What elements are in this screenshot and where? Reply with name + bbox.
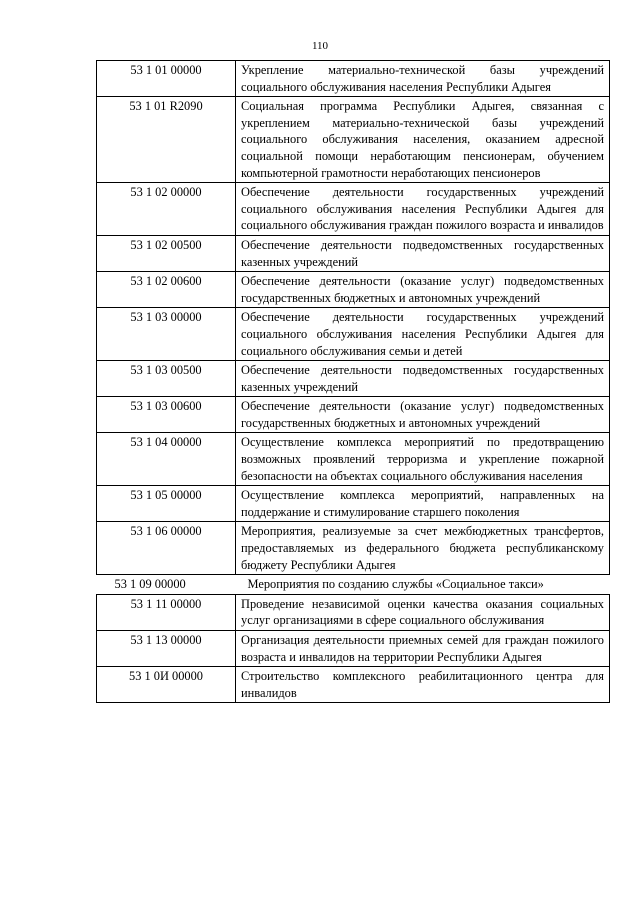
budget-codes-table: [96, 60, 610, 703]
row-description: Строительство комплексного реабилитационного центра для инвалидов: [236, 667, 610, 703]
row-description: Обеспечение деятельности (оказание услуг) подведомственных государственных бюджетных и автономных учреждений: [236, 272, 610, 308]
row-description: Осуществление комплекса мероприятий по предотвращению возможных проявлений терроризма и укрепление пожарной безопасности на объектах социального обслуживания населения: [236, 433, 610, 486]
table-row: [97, 61, 610, 97]
row-description: Мероприятия по созданию службы «Социальное такси»: [236, 575, 610, 595]
row-description: Обеспечение деятельности подведомственных государственных казенных учреждений: [236, 361, 610, 397]
row-code: 53 1 04 00000: [97, 433, 236, 486]
table-row: [97, 575, 610, 595]
page-number: 110: [311, 40, 329, 52]
table-row: [97, 361, 610, 397]
row-code: 53 1 03 00500: [97, 361, 236, 397]
row-description: Проведение независимой оценки качества оказания социальных услуг организациями в сфере социального обслуживания: [236, 594, 610, 630]
row-code: 53 1 0И 00000: [97, 667, 236, 703]
row-description: Укрепление материально-технической базы учреждений социального обслуживания населения Республики Адыгея: [236, 61, 610, 97]
row-description: Обеспечение деятельности подведомственных государственных казенных учреждений: [236, 235, 610, 271]
table-row: [97, 522, 610, 575]
table-row: [97, 433, 610, 486]
table-body: [97, 61, 610, 703]
row-code: 53 1 03 00000: [97, 308, 236, 361]
table-row: [97, 272, 610, 308]
table-row: [97, 667, 610, 703]
row-description: Обеспечение деятельности (оказание услуг) подведомственных государственных бюджетных и автономных учреждений: [236, 397, 610, 433]
row-code: 53 1 09 00000: [97, 575, 236, 595]
table-row: [97, 235, 610, 271]
row-code: 53 1 06 00000: [97, 522, 236, 575]
row-code: 53 1 05 00000: [97, 486, 236, 522]
row-description: Обеспечение деятельности государственных учреждений социального обслуживания населения Республики Адыгея для социального обслуживания семьи и детей: [236, 308, 610, 361]
row-code: 53 1 01 00000: [97, 61, 236, 97]
table-row: [97, 97, 610, 183]
table-row: [97, 308, 610, 361]
row-code: 53 1 03 00600: [97, 397, 236, 433]
row-code: 53 1 02 00000: [97, 183, 236, 236]
table-row: [97, 631, 610, 667]
row-code: 53 1 02 00600: [97, 272, 236, 308]
row-description: Социальная программа Республики Адыгея, связанная с укреплением материально-технической базы учреждений социального обслуживания населения, оказанием адресной социальной помощи неработающим пенсионерам, обучением компьютерной грамотности неработающих пенсионеров: [236, 97, 610, 183]
row-code: 53 1 13 00000: [97, 631, 236, 667]
row-description: Обеспечение деятельности государственных учреждений социального обслуживания населения Республики Адыгея для социального обслуживания граждан пожилого возраста и инвалидов: [236, 183, 610, 236]
row-code: 53 1 11 00000: [97, 594, 236, 630]
row-description: Мероприятия, реализуемые за счет межбюджетных трансфертов, предоставляемых из федерального бюджета республиканскому бюджету Республики Адыгея: [236, 522, 610, 575]
table-row: [97, 397, 610, 433]
row-description: Осуществление комплекса мероприятий, направленных на поддержание и стимулирование старшего поколения: [236, 486, 610, 522]
table-row: [97, 486, 610, 522]
row-description: Организация деятельности приемных семей для граждан пожилого возраста и инвалидов на территории Республики Адыгея: [236, 631, 610, 667]
table-row: [97, 183, 610, 236]
table-row: [97, 594, 610, 630]
row-code: 53 1 02 00500: [97, 235, 236, 271]
row-code: 53 1 01 R2090: [97, 97, 236, 183]
